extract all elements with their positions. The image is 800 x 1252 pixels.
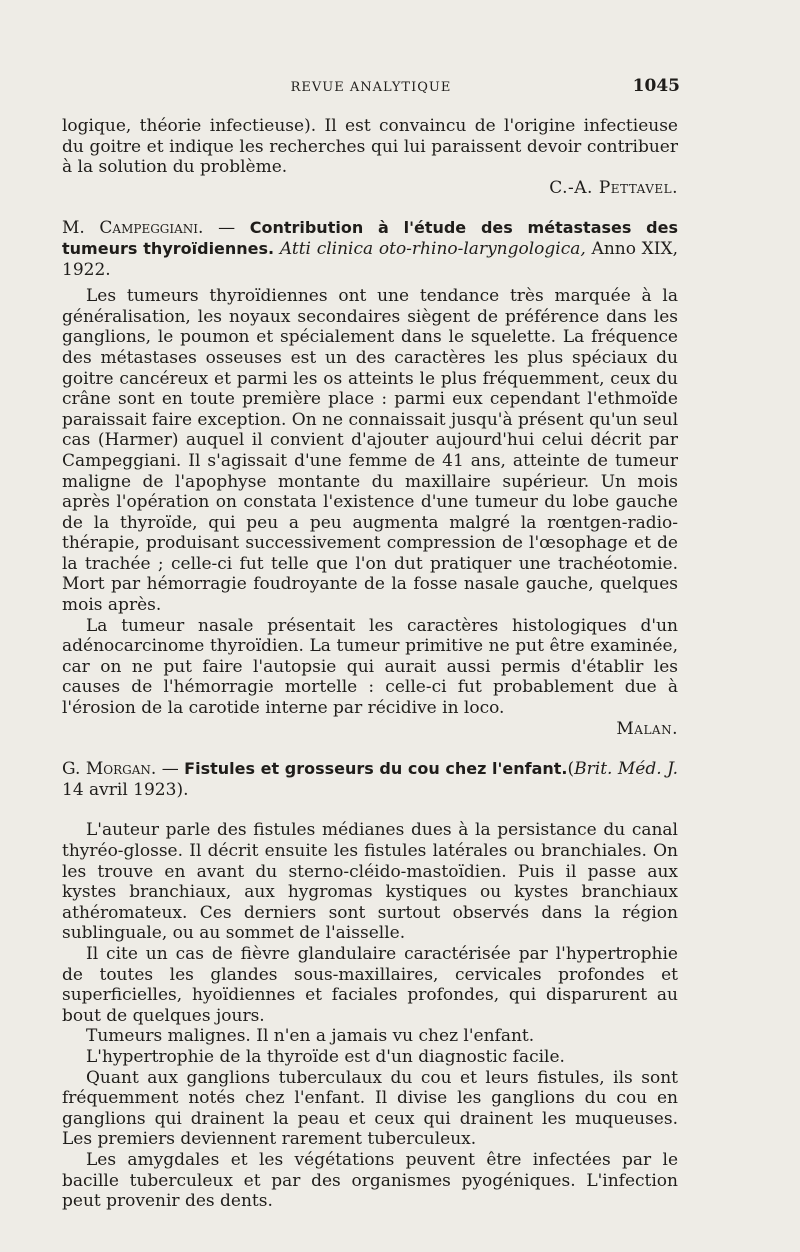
article1-paragraph: Les tumeurs thyroïdiennes ont une tendance très marquée à la généralisation, les noyaux secondaires siègent de préférence dans les ganglions, le poumon et spécialement dans le squelette. La fréquence des métastases osseuses est un des caractères les plus spéciaux du goitre cancéreux et parmi les os atteints le plus fréquemment, ceux du crâne sont en toute première place : parmi eux cependant l'ethmoïde paraissait faire exception. On ne connaissait jusqu'à présent qu'un seul cas (Harmer) auquel il convient d'ajouter aujourd'hui celui décrit par Campeggiani. Il s'agissait d'une femme de 41 ans, atteinte de tumeur maligne de l'apophyse montante du maxillaire supérieur. Un mois après l'opération on constata l'existence d'une tumeur du lobe gauche de la thyroïde, qui peu a peu augmenta malgré la rœntgen-radio-thérapie, produisant successivement compression de l'œsophage et de la trachée ; celle-ci fut telle que l'on dut pratiquer une trachéotomie. Mort par hémorragie foudroyante de la fosse nasale gauche, quelques mois après. <box>62 286 678 616</box>
article2-paragraph: Les amygdales et les végétations peuvent être infectées par le bacille tuberculeux et par des organismes pyogéniques. L'infection peut provenir des dents. <box>62 1149 678 1212</box>
article2-dash: — <box>156 759 185 780</box>
article1-signature-line <box>62 719 678 740</box>
article2-heading <box>62 759 678 800</box>
intro-paragraph <box>62 116 678 178</box>
article1-heading <box>62 218 678 280</box>
article1-dash: — <box>203 218 250 239</box>
article2-source: Brit. Méd. J. <box>574 759 678 780</box>
page-number: 1045 <box>632 76 680 96</box>
article2-paragraph: L'hypertrophie de la thyroïde est d'un diagnostic facile. <box>86 1046 565 1067</box>
page-header <box>62 76 680 100</box>
body-text <box>62 116 678 1212</box>
article2-source-open: ( <box>567 759 575 780</box>
running-head: REVUE ANALYTIQUE <box>290 80 452 95</box>
article1-author: M. Campeggiani. <box>62 218 204 239</box>
article2-paragraph: Quant aux ganglions tuberculaux du cou et leurs fistules, ils sont fréquemment notés chez l'enfant. Il divise les ganglions du cou en ganglions qui drainent la peau et ceux qui drainent les muqueuses. Les premiers deviennent rarement tuberculeux. <box>62 1067 678 1150</box>
intro-signature-line <box>62 178 678 199</box>
intro-text: logique, théorie infectieuse). Il est convaincu de l'origine infectieuse du goitre et indique les recherches qui lui paraissent devoir contribuer à la solution du problème. <box>62 116 678 178</box>
intro-signature: C.-A. Pettavel. <box>549 177 678 198</box>
article1-title: Contribution à l'étude des métastases des tumeurs thyroïdiennes. <box>62 218 679 258</box>
article1-paragraph: La tumeur nasale présentait les caractères histologiques d'un adénocarcinome thyroïdien. La tumeur primitive ne put être examinée, car on ne put faire l'autopsie qui aurait aussi permis d'établir les causes de l'hémorragie mortelle : celle-ci fut probablement due à l'érosion de la carotide interne par récidive in loco. <box>62 615 678 719</box>
article1-signature: Malan. <box>616 718 678 739</box>
article2-source-rest: 14 avril 1923). <box>62 779 189 800</box>
article2-author: G. Morgan. <box>62 759 157 780</box>
article1-source: Atti clinica oto-rhino-laryngologica, <box>279 238 586 259</box>
article2-paragraph: L'auteur parle des fistules médianes dues à la persistance du canal thyréo-glosse. Il décrit ensuite les fistules latérales ou branchiales. On les trouve en avant du sterno-cléido-mastoïdien. Puis il passe aux kystes branchiaux, aux hygromas kystiques ou kystes branchiaux athéromateux. Ces derniers sont surtout observés dans la région sublinguale, ou au sommet de l'aisselle. <box>62 820 678 944</box>
article2-paragraph: Il cite un cas de fièvre glandulaire caractérisée par l'hypertrophie de toutes les glandes sous-maxillaires, cervicales profondes et superficielles, hyoïdiennes et faciales profondes, qui disparurent au bout de quelques jours. <box>62 943 678 1026</box>
article2-title: Fistules et grosseurs du cou chez l'enfant. <box>184 759 568 779</box>
article1-year: Anno XIX, 1922. <box>62 238 679 280</box>
article2-paragraph: Tumeurs malignes. Il n'en a jamais vu chez l'enfant. <box>86 1026 535 1047</box>
